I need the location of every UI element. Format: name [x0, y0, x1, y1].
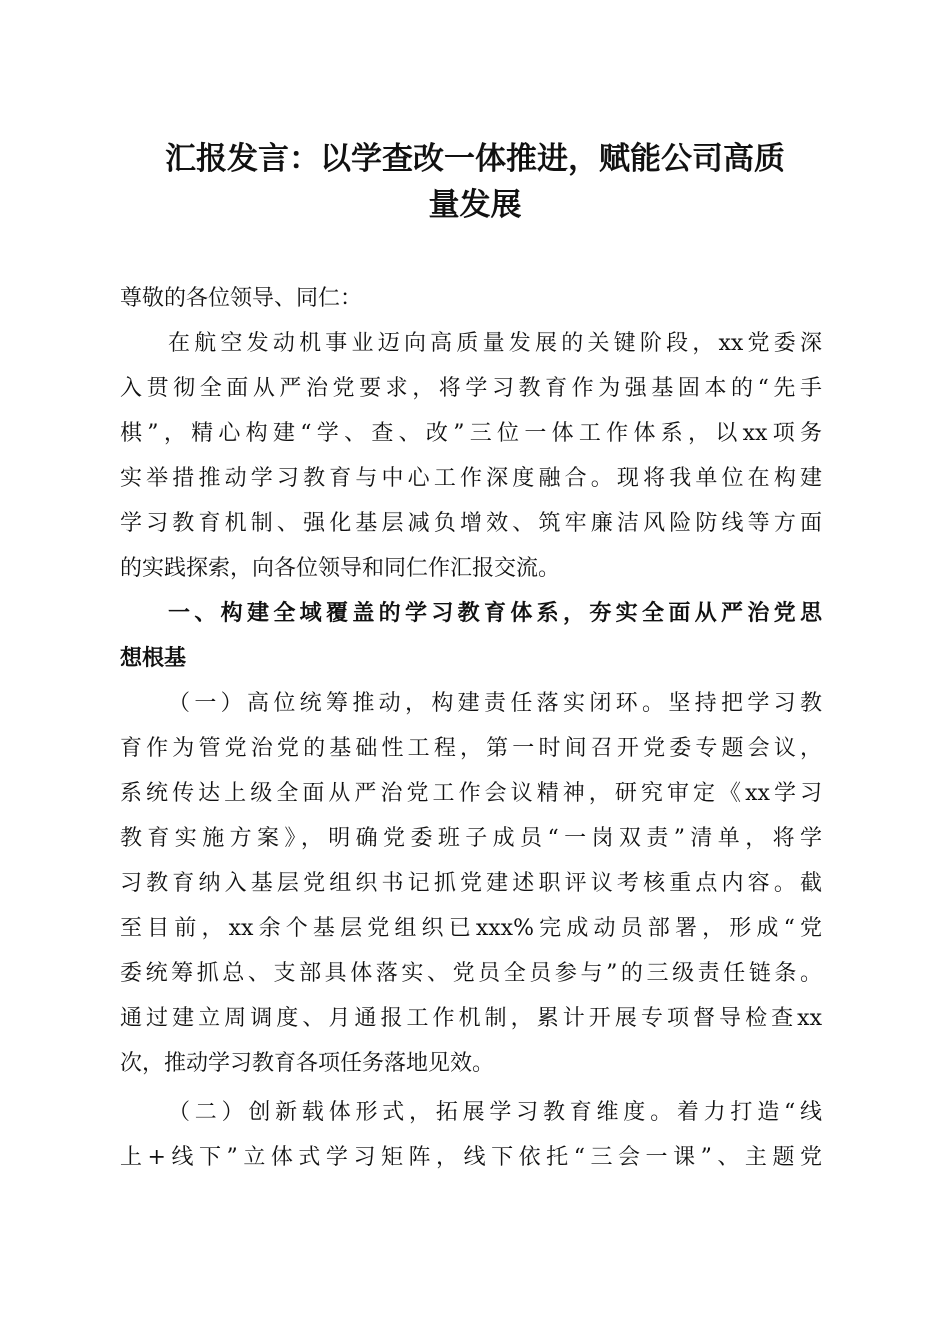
- text-line: 系统传达上级全面从严治党工作会议精神，研究审定《xx学习: [120, 781, 822, 806]
- text-line: 上+线下”立体式学习矩阵，线下依托“三会一课”、主题党: [120, 1145, 822, 1170]
- text-line: 在航空发动机事业迈向高质量发展的关键阶段，xx党委深: [168, 331, 822, 356]
- title-line: 量发展: [428, 187, 522, 223]
- text-line: 至目前，xx余个基层党组织已xxx%完成动员部署，形成“党: [120, 916, 822, 941]
- text-line: 实举措推动学习教育与中心工作深度融合。现将我单位在构建: [120, 466, 822, 491]
- document-body: [120, 276, 822, 1180]
- subsection-paragraph-1: [120, 681, 822, 1086]
- text-line: 次，推动学习教育各项任务落地见效。: [120, 1051, 495, 1076]
- heading-line: 一、构建全域覆盖的学习教育体系，夯实全面从严治党思: [168, 601, 822, 626]
- text-line: （一）高位统筹推动，构建责任落实闭环。坚持把学习教: [168, 691, 822, 716]
- text-line: 学习教育机制、强化基层减负增效、筑牢廉洁风险防线等方面: [120, 511, 822, 536]
- section-heading: [120, 591, 822, 681]
- text-line: 的实践探索，向各位领导和同仁作汇报交流。: [120, 556, 561, 581]
- text-line: 委统筹抓总、支部具体落实、党员全员参与”的三级责任链条。: [120, 961, 822, 986]
- title-line: 汇报发言：以学查改一体推进，赋能公司高质: [165, 141, 785, 177]
- salutation: 尊敬的各位领导、同仁：: [120, 286, 363, 311]
- text-line: 通过建立周调度、月通报工作机制，累计开展专项督导检查xx: [120, 1006, 822, 1031]
- intro-paragraph: [120, 321, 822, 591]
- text-line: 入贯彻全面从严治党要求，将学习教育作为强基固本的“先手: [120, 376, 822, 401]
- text-line: （二）创新载体形式，拓展学习教育维度。着力打造“线: [168, 1100, 822, 1125]
- heading-line: 想根基: [120, 646, 187, 671]
- text-line: 教育实施方案》，明确党委班子成员“一岗双责”清单，将学: [120, 826, 822, 851]
- subsection-paragraph-2: [120, 1090, 822, 1180]
- text-line: 育作为管党治党的基础性工程，第一时间召开党委专题会议，: [120, 736, 822, 761]
- text-line: 习教育纳入基层党组织书记抓党建述职评议考核重点内容。截: [120, 871, 822, 896]
- document-title: [100, 136, 850, 228]
- text-line: 棋”，精心构建“学、查、改”三位一体工作体系，以xx项务: [120, 421, 822, 446]
